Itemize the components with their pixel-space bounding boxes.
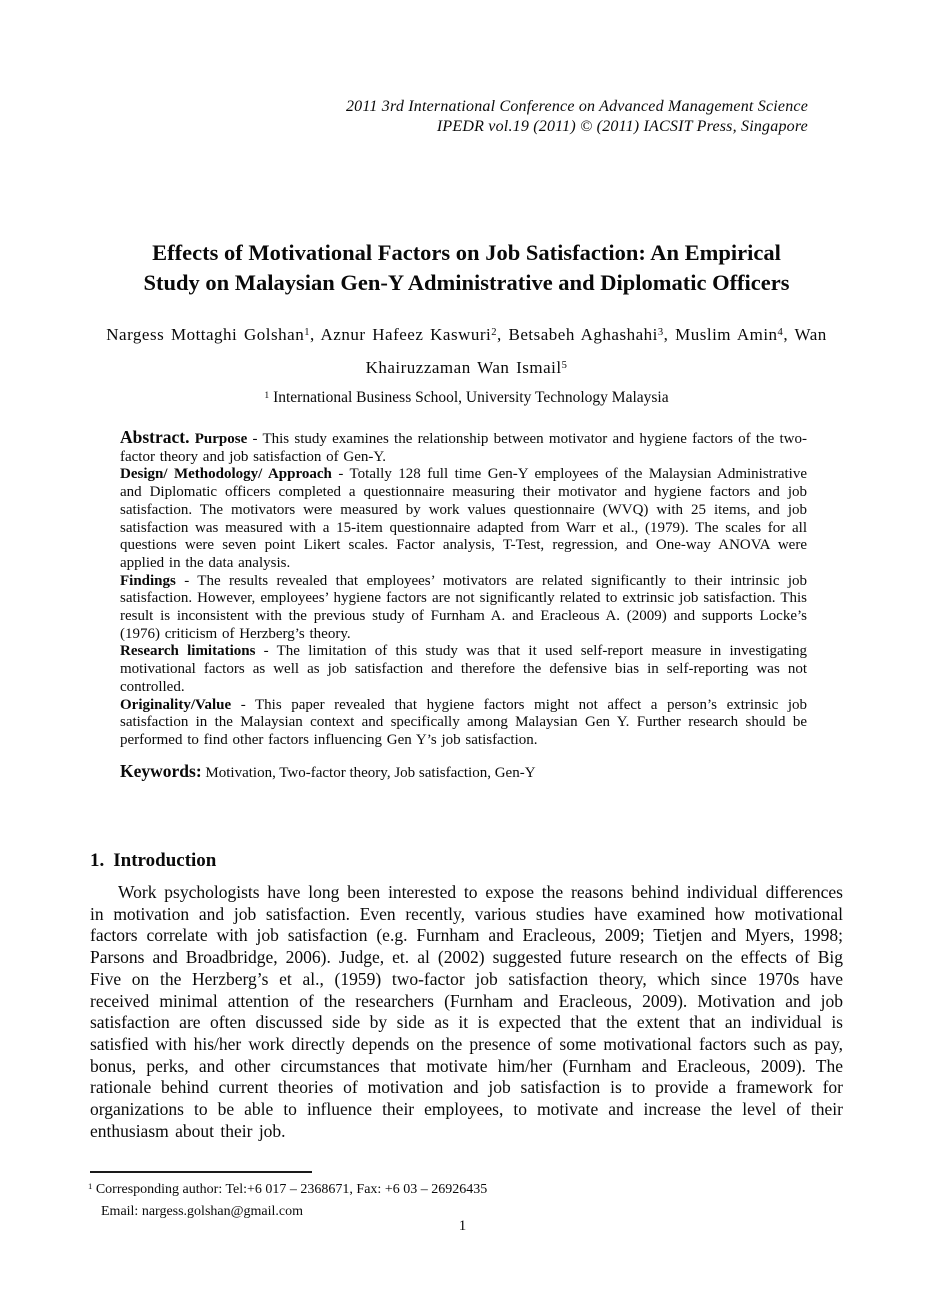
keywords <box>120 760 807 784</box>
keywords-text: Motivation, Two-factor theory, Job satisfaction, Gen-Y <box>201 765 536 781</box>
affiliation-text: International Business School, University Technology Malaysia <box>269 389 669 406</box>
section-title: Introduction <box>113 850 217 871</box>
author-separator: , <box>663 325 676 344</box>
publisher-line: IPEDR vol.19 (2011) © (2011) IACSIT Press, Singapore <box>436 118 808 135</box>
originality-text: - This paper revealed that hygiene factors might not affect a person’s extrinsic job satisfaction in the Malaysian context and specifically among Malaysian Gen Y. Further research should be performed to find other factors influencing Gen Y’s job satisfaction. <box>120 696 807 748</box>
abstract-paragraph-limitations <box>120 643 807 696</box>
findings-label: Findings <box>120 572 176 589</box>
author-name: Wan Khairuzzaman Wan Ismail <box>365 325 827 377</box>
conference-name: 2011 3rd International Conference on Advanced Management Science <box>345 98 808 115</box>
introduction-paragraph: Work psychologists have long been interested to expose the reasons behind individual differences in motivation and job satisfaction. Even recently, various studies have examined how motivational factors correlate with job satisfaction (e.g. Furnham and Eracleous, 2009; Tietjen and Myers, 1998; Parsons and Broadbridge, 2006). Judge, et. al (2002) suggested future research on the effects of Big Five on the Herzberg’s et al., (1959) two-factor job satisfaction theory, which since 1970s have received minimal attention of the researchers (Furnham and Eracleous, 2009). Motivation and job satisfaction are often discussed side by side as it is expected that the extent that an individual is satisfied with his/her work directly depends on the presence of some motivational factors such as pay, bonus, perks, and other circumstances that motivate him/her (Furnham and Eracleous, 2009). The rationale behind current theories of motivation and job satisfaction is to provide a framework for organizations to be able to influence their employees, to motivate and increase the level of their enthusiasm about their job. <box>90 882 843 1141</box>
author-affiliation-marker: 5 <box>561 360 568 372</box>
abstract-section <box>120 429 807 750</box>
abstract-paragraph-methodology <box>120 466 807 572</box>
purpose-label: Purpose <box>189 431 248 447</box>
author-name: Muslim Amin <box>675 325 778 344</box>
purpose-text: - This study examines the relationship between motivator and hygiene factors of the two-factor theory and job satisfaction of Gen-Y. <box>120 431 807 465</box>
abstract-label: Abstract. <box>120 427 190 447</box>
author-list <box>90 318 843 384</box>
author-affiliation-marker: 2 <box>491 327 497 339</box>
author-name: Nargess Mottaghi Golshan <box>106 325 305 344</box>
conference-header <box>0 97 808 137</box>
footnote-line-contact <box>88 1179 728 1201</box>
author-affiliation-marker: 4 <box>777 327 784 339</box>
abstract-paragraph-purpose <box>120 429 807 466</box>
footnote <box>88 1179 728 1223</box>
page-number: 1 <box>458 1218 467 1234</box>
section-heading-introduction <box>90 849 843 873</box>
limitations-text: - The limitation of this study was that it used self-report measure in investigating motivational factors as well as job satisfaction and therefore the defensive bias in self-reporting was not controlled. <box>120 643 808 695</box>
footnote-divider <box>90 1171 312 1173</box>
author-name: Aznur Hafeez Kaswuri <box>320 325 492 344</box>
title-line-1: Effects of Motivational Factors on Job Satisfaction: An Empirical <box>152 240 781 265</box>
methodology-text: - Totally 128 full time Gen-Y employees of the Malaysian Administrative and Diplomatic officers completed a questionnaire measuring their motivator and hygiene factors and job satisfaction. The motivators were measured by work values questionnaire (WVQ) with 25 items, and job satisfaction was measured with a 15-item questionnaire adapted from Warr et al., (1979). The scales for all questions were seven point Likert scales. Factor analysis, T-Test, regression, and One-way ANOVA were applied in the data analysis. <box>120 466 807 571</box>
keywords-label: Keywords: <box>120 761 202 781</box>
affiliation <box>90 388 843 408</box>
affiliation-marker: 1 <box>264 389 270 401</box>
author-separator: , <box>309 325 321 344</box>
title-line-2: Study on Malaysian Gen-Y Administrative and Diplomatic Officers <box>143 270 790 295</box>
footnote-line-email: Email: nargess.golshan@gmail.com <box>101 1204 303 1219</box>
abstract-paragraph-originality <box>120 697 807 750</box>
footnote-contact-text: Corresponding author: Tel:+6 017 – 2368671, Fax: +6 03 – 26926435 <box>92 1182 488 1197</box>
author-affiliation-marker: 1 <box>304 327 310 339</box>
methodology-label: Design/ Methodology/ Approach <box>120 466 332 483</box>
author-name: Betsabeh Aghashahi <box>508 325 658 344</box>
findings-text: - The results revealed that employees’ motivators are related significantly to their intrinsic job satisfaction. However, employees’ hygiene factors are not significantly related to extrinsic job satisfaction. This result is inconsistent with the previous study of Furnham A. and Eracleous A. (2009) and supports Locke’s (1976) criticism of Herzberg’s theory. <box>120 572 807 642</box>
paper-title <box>90 238 843 298</box>
author-separator: , <box>497 325 509 344</box>
originality-label: Originality/Value <box>120 696 232 713</box>
author-affiliation-marker: 3 <box>657 327 664 339</box>
abstract-paragraph-findings <box>120 573 807 644</box>
limitations-label: Research limitations <box>120 643 256 660</box>
section-number: 1. <box>90 850 105 871</box>
footnote-marker: 1 <box>88 1181 93 1192</box>
author-separator: , <box>783 325 795 344</box>
